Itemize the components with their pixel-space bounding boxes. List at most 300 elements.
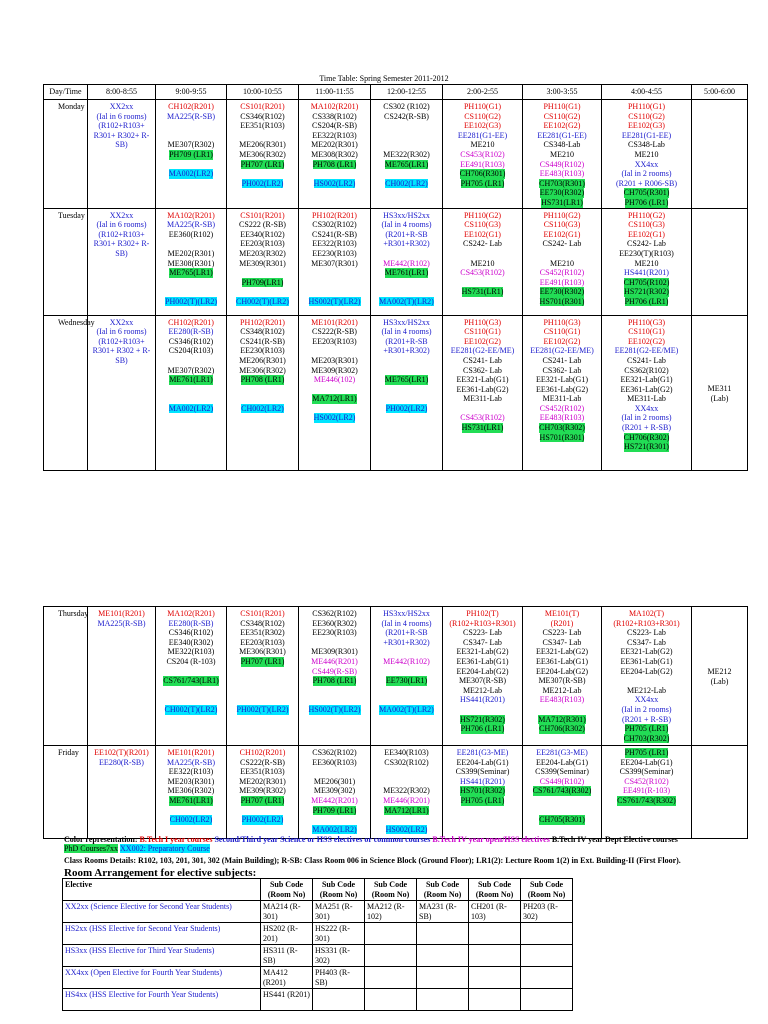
blank-line — [157, 394, 225, 404]
sub-code-room — [417, 923, 469, 945]
course-entry — [603, 297, 690, 307]
day-row-monday — [44, 100, 748, 209]
course-code: ME206(R301) — [239, 355, 286, 365]
course-entry — [300, 796, 369, 806]
course-entry — [372, 758, 441, 768]
course-entry — [157, 748, 225, 758]
course-entry — [444, 179, 521, 189]
course-code: ME203(R301) — [167, 776, 215, 786]
timetable-cell — [371, 208, 443, 315]
course-code: ME309(302) — [313, 786, 356, 796]
course-entry — [228, 366, 297, 376]
course-entry — [372, 796, 441, 806]
course-entry — [300, 179, 369, 189]
blank-line — [157, 695, 225, 705]
blank-line — [300, 686, 369, 696]
course-code: PH707 (LR1) — [240, 795, 285, 805]
course-code: CS110(G2) — [628, 111, 665, 121]
course-entry — [444, 638, 521, 648]
course-entry — [524, 239, 600, 249]
course-code: EE361-Lab(G1) — [620, 656, 673, 666]
course-entry — [444, 102, 521, 112]
course-entry — [444, 211, 521, 221]
course-code: PH102(R201) — [240, 317, 285, 327]
course-code: MA002(LR2) — [312, 824, 357, 834]
course-entry — [603, 259, 690, 269]
course-code: CH705(R102) — [623, 277, 670, 287]
course-code: CS101(R201) — [240, 210, 285, 220]
course-code: PH706 (LR1) — [624, 296, 669, 306]
course-code: EE204-Lab(G2) — [456, 666, 509, 676]
course-code: EE204-Lab(G2) — [536, 666, 588, 676]
course-code: CS302(R102) — [312, 220, 357, 230]
elective-header: Elective — [63, 879, 261, 901]
course-code: CS761/743(R302) — [532, 786, 592, 796]
course-entry — [300, 394, 369, 404]
course-code: CH706(R302) — [539, 724, 585, 734]
course-code: CS241- Lab — [463, 355, 502, 365]
course-code: MA102(T) — [628, 609, 665, 618]
timetable-cell — [88, 607, 156, 746]
blank-line — [372, 140, 441, 150]
course-entry — [89, 220, 154, 230]
course-code: EE360(R302) — [312, 618, 357, 628]
course-code: ME210 — [550, 258, 574, 268]
course-code: CS242- Lab — [542, 239, 582, 249]
sub-code-room: HS441 (R201) — [261, 989, 313, 1011]
course-code: PH706 (LR1) — [624, 197, 669, 207]
course-entry — [228, 102, 297, 112]
timetable-cell — [443, 100, 523, 209]
course-code: HS731(LR1) — [541, 197, 583, 207]
course-code: MA002(T)(LR2) — [379, 296, 434, 306]
course-code: HS002(LR2) — [385, 824, 428, 834]
course-code: (Ial in 2 rooms) — [621, 413, 672, 423]
course-entry — [603, 715, 690, 725]
course-code: CS222 (R-SB) — [239, 220, 286, 230]
sub-code-room — [469, 989, 521, 1011]
course-entry — [372, 676, 441, 686]
course-code: ME101(R201) — [98, 609, 145, 618]
course-entry — [157, 375, 225, 385]
blank-line — [157, 121, 225, 131]
course-entry — [444, 160, 521, 170]
course-code: EE230(T)(R103) — [619, 248, 674, 258]
room-table-header — [63, 879, 573, 901]
course-code: CH703(R301) — [539, 178, 585, 188]
course-code: CS241- Lab — [627, 355, 666, 365]
course-code: ME307(R-SB) — [538, 676, 586, 686]
course-code: (Ial in 2 rooms) — [621, 704, 672, 714]
course-code: EE351(R103) — [240, 767, 285, 777]
sub-code-room: MA214 (R-301) — [261, 901, 313, 923]
sub-code-room: MA212 (R-102) — [365, 901, 417, 923]
course-code: (R201 + R006-SB) — [616, 178, 677, 188]
course-entry — [603, 160, 690, 170]
course-entry — [157, 815, 225, 825]
course-entry — [372, 346, 441, 356]
course-entry — [300, 657, 369, 667]
blank-line — [228, 686, 297, 696]
course-code: CS242- Lab — [463, 239, 502, 249]
sub-code-room: HS311 (R-SB) — [261, 945, 313, 967]
blank-line — [524, 796, 600, 806]
course-entry — [444, 676, 521, 686]
blank-line — [372, 385, 441, 395]
course-entry — [372, 825, 441, 835]
phd-legend — [64, 844, 210, 853]
course-code: CH002(LR2) — [169, 815, 213, 825]
course-entry — [300, 356, 369, 366]
course-entry — [524, 609, 600, 619]
course-entry — [603, 356, 690, 366]
course-code: ME309(R301) — [239, 258, 286, 268]
room-arrangement-title: Room Arrangement for elective subjects: — [64, 867, 257, 879]
day-row-tuesday — [44, 208, 748, 315]
blank-line — [157, 667, 225, 677]
course-entry — [372, 628, 441, 638]
sub-code-room — [521, 945, 573, 967]
course-entry — [300, 102, 369, 112]
course-code: EE102(G1) — [628, 229, 665, 239]
course-entry — [524, 268, 600, 278]
course-entry — [444, 667, 521, 677]
course-code: ME307(R302) — [167, 140, 215, 150]
course-entry — [300, 220, 369, 230]
header-row — [44, 85, 748, 100]
course-entry — [157, 796, 225, 806]
timetable-cell — [443, 746, 523, 839]
course-code: CS110(G3) — [464, 220, 501, 230]
course-code: HS731(LR1) — [461, 287, 504, 297]
course-entry — [372, 318, 441, 328]
course-entry — [524, 179, 600, 189]
course-code: (Ial in 6 rooms) — [96, 327, 147, 337]
course-entry — [444, 686, 521, 696]
course-code: EE102(G2) — [464, 336, 501, 346]
course-entry — [157, 628, 225, 638]
sub-code-room: CH201 (R-103) — [469, 901, 521, 923]
course-entry — [228, 179, 297, 189]
course-code: PH709(LR1) — [241, 277, 284, 287]
course-entry — [89, 131, 154, 141]
course-code: PH708 (LR1) — [312, 676, 357, 686]
sub-code-room — [521, 967, 573, 989]
course-entry — [603, 278, 690, 288]
day-time-header: Day/Time — [44, 85, 88, 100]
sub-code-room: PH403 (R-SB) — [313, 967, 365, 989]
page-title: Time Table: Spring Semester 2011-2012 — [319, 74, 449, 83]
course-entry — [603, 239, 690, 249]
course-entry — [603, 748, 690, 758]
course-entry — [372, 211, 441, 221]
blank-line — [372, 777, 441, 787]
course-entry — [228, 337, 297, 347]
course-code: CS453(R102) — [460, 268, 505, 278]
course-code: ME322(R302) — [383, 786, 430, 796]
course-code: (Ial in 4 rooms) — [381, 327, 432, 337]
course-code: PH110(G1) — [463, 102, 502, 111]
course-code: EE280(R-SB) — [168, 327, 214, 337]
timetable-cell — [371, 315, 443, 470]
course-entry — [603, 609, 690, 619]
course-code: ME212-Lab — [542, 685, 582, 695]
timetable-cell — [602, 208, 692, 315]
course-entry — [300, 121, 369, 131]
course-code: (Ial in 2 rooms) — [621, 169, 672, 179]
blank-line — [157, 239, 225, 249]
course-entry — [444, 287, 521, 297]
course-code: CS241(R-SB) — [312, 229, 357, 239]
course-entry — [228, 230, 297, 240]
course-entry — [228, 327, 297, 337]
course-entry — [444, 356, 521, 366]
course-code: EE730(R302) — [539, 188, 585, 198]
sub-code-header: Sub Code (Room No) — [365, 879, 417, 901]
blank-line — [228, 695, 297, 705]
course-entry — [603, 628, 690, 638]
course-code: EE360(R102) — [168, 229, 214, 239]
course-code: EE102(G3) — [628, 121, 665, 131]
course-code: MA002(LR2) — [168, 403, 214, 413]
course-entry — [300, 628, 369, 638]
course-entry — [524, 318, 600, 328]
course-entry — [444, 121, 521, 131]
preparatory-label: XX002: Preparatory Course — [120, 844, 210, 853]
course-entry — [157, 786, 225, 796]
timetable-cell — [156, 100, 227, 209]
course-code: XX2xx — [109, 102, 134, 111]
course-entry — [89, 140, 154, 150]
course-code: ME765(LR1) — [169, 268, 213, 278]
timetable-cell — [156, 607, 227, 746]
course-entry — [300, 150, 369, 160]
course-entry — [603, 268, 690, 278]
timetable-cell — [523, 607, 602, 746]
course-code: CS241(R-SB) — [240, 336, 285, 346]
course-entry — [157, 767, 225, 777]
course-entry — [524, 786, 600, 796]
course-entry — [372, 638, 441, 648]
course-code: EE230(R103) — [312, 628, 357, 638]
course-entry — [603, 179, 690, 189]
course-entry — [300, 297, 369, 307]
timetable-cell — [227, 208, 299, 315]
course-code: ME307(R302) — [167, 365, 215, 375]
course-entry — [603, 734, 690, 744]
course-code: ME307(R301) — [311, 258, 358, 268]
course-entry — [89, 230, 154, 240]
course-code: PH110(G3) — [463, 317, 502, 327]
course-code: EE204-Lab(G1) — [536, 757, 588, 767]
course-code: HS731(LR1) — [461, 423, 504, 433]
course-entry — [157, 249, 225, 259]
course-entry — [372, 268, 441, 278]
course-code: ME311 — [707, 383, 732, 393]
course-code: (R102+R103+R301) — [449, 618, 516, 628]
course-code: EE230(R103) — [312, 248, 357, 258]
course-entry — [300, 249, 369, 259]
room-table-row — [63, 923, 573, 945]
course-entry — [228, 346, 297, 356]
course-code: ME306(R301) — [239, 647, 286, 657]
course-code: ME311-Lab — [463, 394, 502, 404]
legend-prefix: Color representation: — [64, 835, 140, 844]
course-entry — [157, 647, 225, 657]
course-entry — [524, 366, 600, 376]
course-code: CS110(G2) — [464, 111, 501, 121]
course-code: MA225(R-SB) — [166, 757, 215, 767]
course-entry — [524, 121, 600, 131]
course-entry — [524, 638, 600, 648]
course-entry — [300, 825, 369, 835]
course-code: PH002(LR2) — [241, 178, 284, 188]
course-code: EE203(R103) — [240, 239, 285, 249]
course-code: CS453(R102) — [460, 413, 505, 423]
course-entry — [228, 767, 297, 777]
room-table-row — [63, 967, 573, 989]
course-entry — [603, 230, 690, 240]
course-code: EE281(G3-ME) — [456, 748, 509, 757]
timetable-cell — [692, 607, 748, 746]
sub-code-room — [365, 989, 417, 1011]
course-entry — [603, 657, 690, 667]
course-code: EE351(R103) — [240, 121, 285, 131]
blank-line — [444, 404, 521, 414]
course-code: HS002(LR2) — [313, 413, 356, 423]
timetable-cell — [299, 315, 371, 470]
course-code: CH705(R301) — [539, 815, 585, 825]
blank-line — [300, 404, 369, 414]
course-entry — [524, 375, 600, 385]
course-code: CH002(LR2) — [241, 403, 284, 413]
course-entry — [603, 249, 690, 259]
sub-code-room: MA231 (R-SB) — [417, 901, 469, 923]
course-code: EE102(G1) — [543, 229, 581, 239]
course-code: MA102(R201) — [310, 102, 359, 111]
course-code: EE281(G2-EE/ME) — [614, 346, 679, 356]
course-code: EE483(R103) — [539, 169, 585, 179]
course-code: (R102+R103+ — [98, 229, 145, 239]
course-code: (Ial in 4 rooms) — [381, 220, 432, 230]
course-code: CS399(Seminar) — [455, 767, 510, 777]
course-code: (R201+R-SB — [385, 336, 428, 346]
timetable-cell — [602, 100, 692, 209]
course-code: ME306(R302) — [167, 786, 215, 796]
sub-code-room: HS202 (R-201) — [261, 923, 313, 945]
course-entry — [372, 239, 441, 249]
course-code: PH705 (LR1) — [624, 724, 669, 734]
course-entry — [300, 647, 369, 657]
sub-code-room — [469, 923, 521, 945]
course-entry — [372, 230, 441, 240]
course-code: CS242(R-SB) — [384, 111, 429, 121]
course-entry — [693, 394, 746, 404]
course-code: ME203(R301) — [311, 355, 358, 365]
course-entry — [444, 786, 521, 796]
course-entry — [603, 686, 690, 696]
sub-code-room — [469, 945, 521, 967]
course-code: PH708 (LR1) — [312, 159, 357, 169]
course-code: EE321-Lab(G1) — [620, 375, 673, 385]
blank-line — [157, 278, 225, 288]
course-entry — [228, 786, 297, 796]
course-entry — [228, 628, 297, 638]
blank-line — [300, 268, 369, 278]
course-code: CS348(R102) — [240, 327, 285, 337]
course-code: CH102(R201) — [168, 102, 214, 111]
course-code: ME765(LR1) — [384, 375, 429, 385]
course-code: ME442(R201) — [311, 795, 358, 805]
blank-line — [524, 705, 600, 715]
course-entry — [524, 327, 600, 337]
course-code: CS204 (R-103) — [166, 656, 216, 666]
course-entry — [372, 404, 441, 414]
course-code: EE102(G1) — [464, 229, 501, 239]
course-code: PH707 (LR1) — [240, 656, 285, 666]
course-entry — [444, 394, 521, 404]
timetable-cell — [299, 746, 371, 839]
course-entry — [372, 220, 441, 230]
course-code: SB) — [115, 248, 128, 258]
course-entry — [157, 112, 225, 122]
course-entry — [157, 140, 225, 150]
day-label: Friday — [44, 746, 88, 839]
blank-line — [372, 767, 441, 777]
course-entry — [603, 287, 690, 297]
course-code: HS3xx/HS2xx — [383, 609, 430, 618]
course-code: EE281(G1-EE) — [621, 130, 672, 140]
course-entry — [524, 287, 600, 297]
course-entry — [603, 112, 690, 122]
course-entry — [300, 160, 369, 170]
course-code: EE281(G1-EE) — [537, 130, 587, 140]
course-code: MA102(R201) — [167, 210, 215, 220]
course-entry — [603, 758, 690, 768]
timetable-cell — [602, 746, 692, 839]
course-entry — [524, 356, 600, 366]
course-entry — [524, 150, 600, 160]
sub-code-room — [521, 923, 573, 945]
course-entry — [89, 337, 154, 347]
course-code: ME307(R-SB) — [458, 676, 507, 686]
course-code: CH102(R201) — [168, 317, 214, 327]
course-code: PH002(LR2) — [241, 815, 284, 825]
course-entry — [524, 767, 600, 777]
course-code: CS241- Lab — [542, 355, 582, 365]
course-entry — [524, 394, 600, 404]
course-code: PH705 (LR1) — [460, 178, 505, 188]
blank-line — [228, 667, 297, 677]
course-code: MA225(R-SB) — [166, 220, 215, 230]
course-code: MA712(R301) — [538, 714, 586, 724]
course-entry — [444, 724, 521, 734]
course-code: EE340(R102) — [240, 229, 285, 239]
course-entry — [603, 647, 690, 657]
course-code: CS347- Lab — [627, 637, 666, 647]
timetable-cell — [88, 315, 156, 470]
course-entry — [603, 140, 690, 150]
course-code: EE351(R302) — [240, 628, 285, 638]
sub-code-room — [417, 967, 469, 989]
course-entry — [524, 112, 600, 122]
course-entry — [300, 230, 369, 240]
blank-line — [300, 767, 369, 777]
course-code: PH102(R201) — [312, 210, 357, 220]
course-entry — [300, 211, 369, 221]
sub-code-room — [365, 923, 417, 945]
course-entry — [444, 767, 521, 777]
